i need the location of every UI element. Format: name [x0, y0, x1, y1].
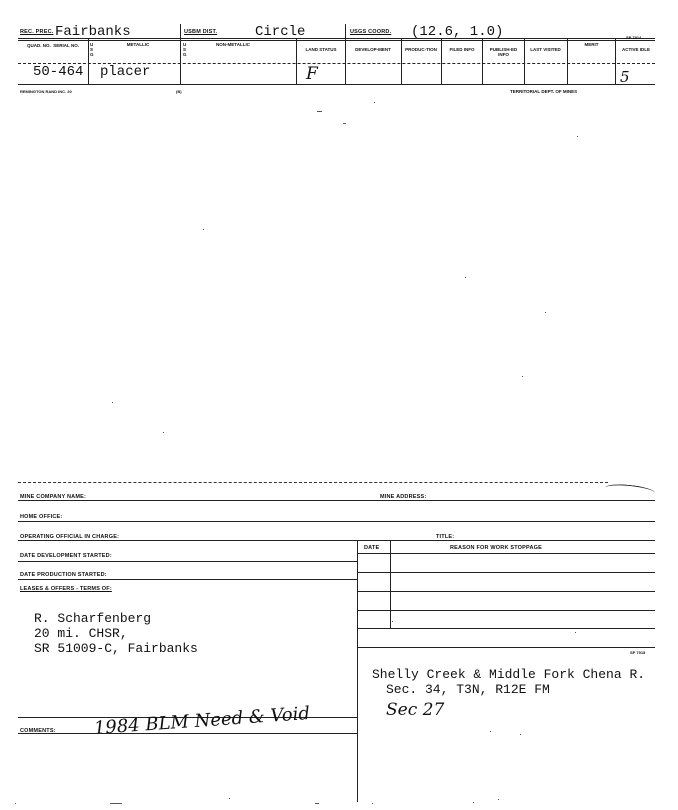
- col-divider-10: [615, 38, 616, 84]
- speck: [465, 277, 466, 278]
- record-land-status: F: [306, 64, 318, 84]
- stoppage-date-divider: [390, 540, 391, 628]
- speck: [15, 803, 16, 804]
- col-last-visited: LAST VISITED: [530, 47, 561, 52]
- date-production-label: DATE PRODUCTION STARTED:: [20, 572, 107, 578]
- col-published-info: PUBLISH-ED INFO: [489, 47, 518, 57]
- lower-center-divider: [357, 540, 358, 802]
- col-non-metallic: NON-METALLIC: [216, 42, 250, 47]
- record-active-idle: 5: [620, 68, 630, 86]
- location-line-2: Sec. 34, T3N, R12E FM: [386, 682, 550, 697]
- speck: [522, 376, 523, 377]
- speck: [317, 111, 322, 112]
- speck: [343, 123, 346, 124]
- date-production-rule: [18, 579, 357, 580]
- home-office-rule: [18, 521, 655, 522]
- stoppage-row-2: [357, 591, 655, 592]
- col-divider-3: [296, 38, 297, 84]
- form-number-bottom: SP 7915: [630, 650, 646, 655]
- comments-rule: [18, 733, 357, 734]
- col-usg-b: U S G: [183, 42, 187, 57]
- col-filed-info: FILED INFO: [449, 47, 475, 52]
- form-number-top: SP 7914: [626, 35, 642, 40]
- speck: [575, 632, 576, 633]
- printer-code: (B): [176, 89, 182, 94]
- rec-prec-label: REC. PREC.: [20, 29, 54, 35]
- col-production: PRODUC-TION: [405, 47, 437, 52]
- rec-prec-value: Fairbanks: [55, 24, 131, 40]
- speck: [392, 621, 393, 622]
- col-quad-label: QUAD. NO.: [27, 43, 51, 48]
- usgs-coord-value: (12.6, 1.0): [411, 24, 504, 40]
- lower-top-curve: [605, 482, 656, 498]
- location-line-1: Shelly Creek & Middle Fork Chena R.: [372, 667, 646, 682]
- header-bottom-rule: [18, 84, 655, 85]
- stoppage-header-rule: [357, 553, 655, 554]
- col-divider-4: [345, 24, 346, 84]
- col-divider-5: [401, 38, 402, 84]
- speck: [545, 312, 546, 313]
- stoppage-row-4: [357, 628, 655, 629]
- speck: [498, 799, 499, 800]
- col-merit: MERIT: [584, 42, 599, 47]
- col-divider-1: [88, 38, 89, 84]
- leases-line-2: 20 mi. CHSR,: [34, 626, 128, 641]
- record-metallic: placer: [100, 64, 151, 80]
- col-active-idle: ACTIVE IDLE: [621, 47, 650, 52]
- speck: [490, 731, 491, 732]
- location-top-rule: [357, 647, 655, 648]
- usbm-dist-value: Circle: [255, 24, 306, 40]
- stoppage-row-3: [357, 610, 655, 611]
- leases-label: LEASES & OFFERS - TERMS OF:: [20, 586, 112, 592]
- col-metallic: METALLIC: [126, 42, 150, 47]
- reason-column-header: REASON FOR WORK STOPPAGE: [450, 545, 542, 551]
- stoppage-row-1: [357, 572, 655, 573]
- speck: [315, 803, 319, 804]
- col-quad-serial: [20, 43, 86, 48]
- lower-top-rule: [18, 482, 608, 483]
- col-serial-label: SERIAL NO.: [53, 43, 79, 48]
- col-divider-9: [567, 38, 568, 84]
- mine-address-label: MINE ADDRESS:: [380, 494, 427, 500]
- speck: [520, 734, 521, 735]
- speck: [473, 802, 474, 803]
- speck: [112, 402, 113, 403]
- speck: [372, 803, 373, 804]
- speck: [110, 803, 122, 804]
- department-name: TERRITORIAL DEPT. OF MINES: [510, 89, 578, 94]
- col-divider-7: [482, 38, 483, 84]
- date-development-rule: [18, 561, 357, 562]
- home-office-label: HOME OFFICE:: [20, 514, 63, 520]
- operating-rule: [18, 540, 655, 541]
- title-label: TITLE:: [436, 534, 455, 540]
- speck: [577, 136, 578, 137]
- location-handwritten: Sec 27: [386, 700, 445, 720]
- date-development-label: DATE DEVELOPMENT STARTED:: [20, 553, 112, 559]
- col-divider-2: [180, 24, 181, 84]
- mine-company-rule: [18, 500, 655, 501]
- operating-official-label: OPERATING OFFICIAL IN CHARGE:: [20, 534, 120, 540]
- usgs-coord-label: USGS COORD.: [350, 29, 392, 35]
- col-usg-a: U S G: [90, 42, 94, 57]
- comments-label: COMMENTS:: [20, 728, 56, 734]
- col-divider-8: [524, 38, 525, 84]
- speck: [203, 229, 204, 230]
- mine-company-name-label: MINE COMPANY NAME:: [20, 494, 87, 500]
- date-column-header: DATE: [364, 545, 380, 551]
- col-development: DEVELOP-MENT: [355, 47, 391, 52]
- printer-imprint: REMINGTON RAND INC. 20: [20, 89, 72, 94]
- leases-line-1: R. Scharfenberg: [34, 611, 152, 626]
- record-number: 50-464: [33, 64, 84, 80]
- speck: [229, 798, 230, 799]
- col-land-status: LAND STATUS: [305, 47, 337, 52]
- speck: [374, 102, 375, 103]
- col-divider-6: [441, 38, 442, 84]
- comments-handwritten: 1984 BLM Need & Void: [93, 702, 311, 739]
- speck: [163, 432, 164, 433]
- leases-line-3: SR 51009-C, Fairbanks: [34, 641, 198, 656]
- header-column-rule: [18, 40, 655, 41]
- usbm-dist-label: USBM DIST.: [184, 29, 218, 35]
